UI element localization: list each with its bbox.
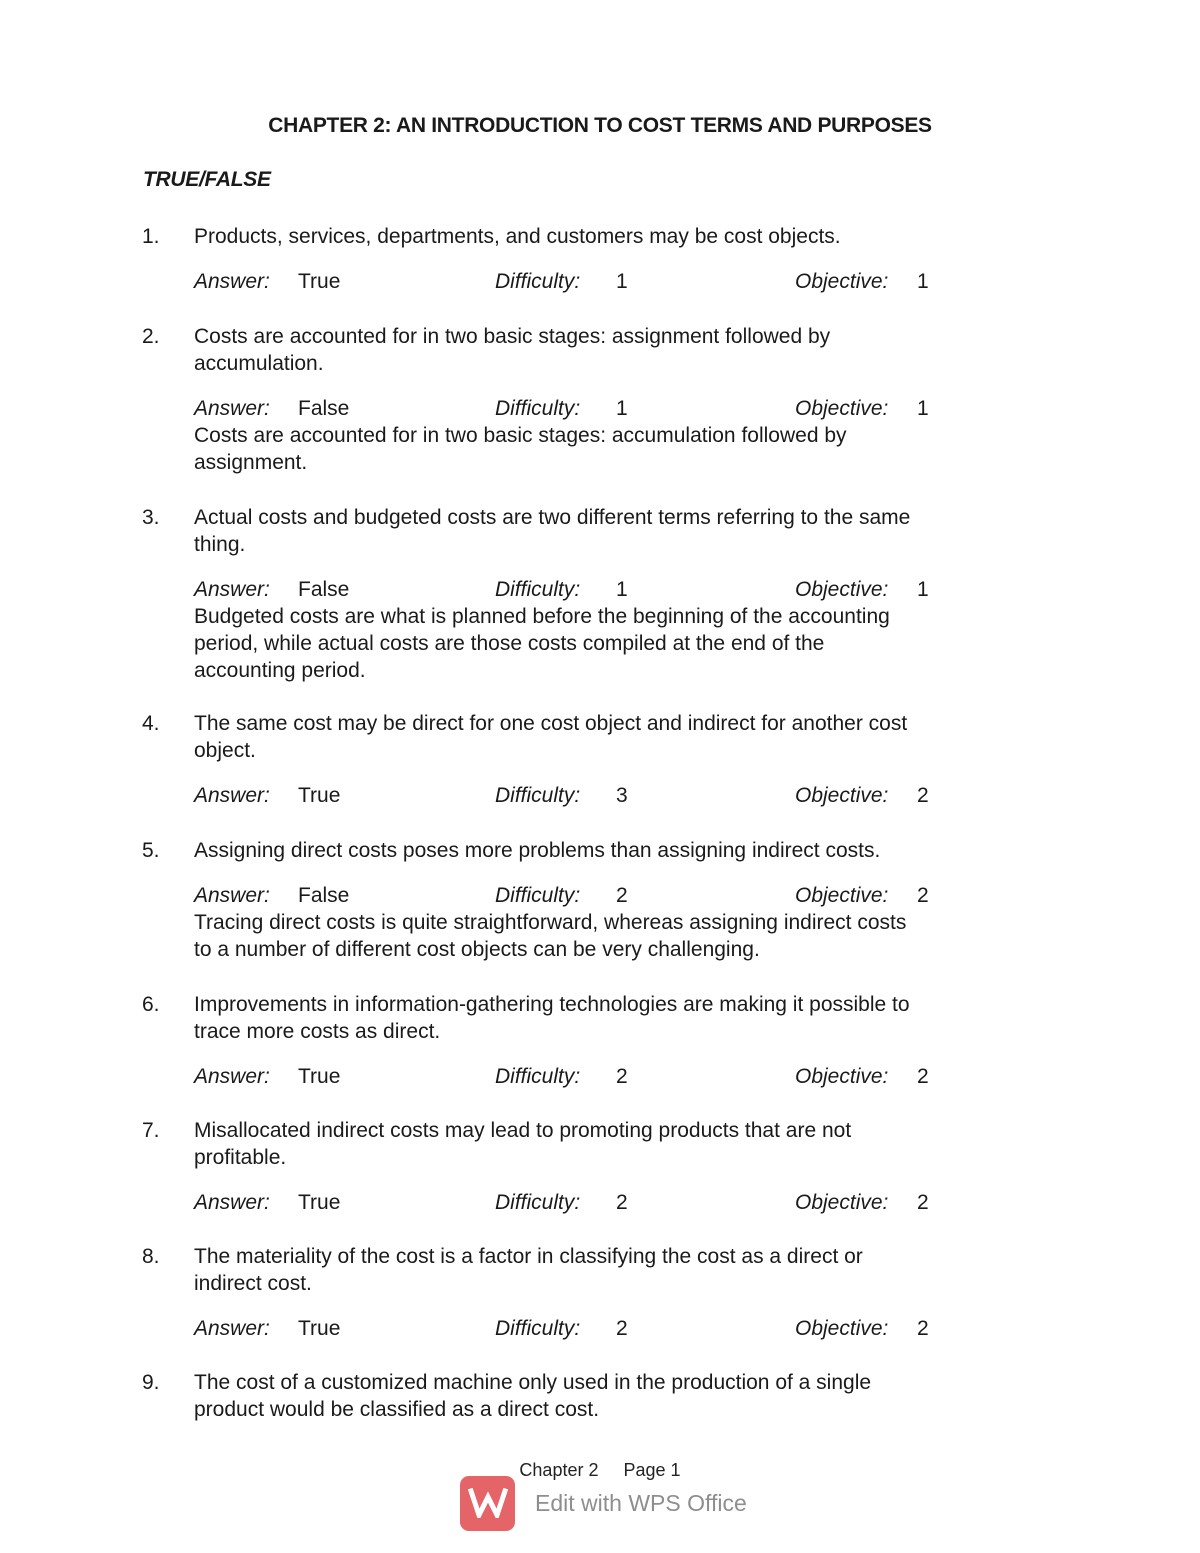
question-number: 6. [142,993,160,1016]
answer-explanation [194,422,1024,476]
explanation-line: accounting period. [194,659,366,682]
answer-label: Answer: [194,1065,270,1088]
difficulty-value: 2 [616,1191,628,1214]
answer-label: Answer: [194,884,270,907]
difficulty-label: Difficulty: [495,578,581,601]
difficulty-value: 2 [616,1065,628,1088]
explanation-line: Tracing direct costs is quite straightforward, whereas assigning indirect costs [194,911,907,934]
question-number: 2. [142,325,160,348]
question-number: 5. [142,839,160,862]
question-text-line: indirect cost. [194,1272,312,1295]
objective-value: 2 [917,1191,929,1214]
question-text [194,504,1024,558]
answer-block [194,268,1024,295]
question-text [194,323,1024,377]
objective-label: Objective: [795,1191,889,1214]
objective-label: Objective: [795,1317,889,1340]
question-text [194,837,1024,864]
answer-block [194,395,1024,476]
question-number: 8. [142,1245,160,1268]
answer-block [194,1063,1024,1090]
answer-block [194,1189,1024,1216]
objective-value: 1 [917,270,929,293]
answer-value: True [298,784,341,807]
question-number: 3. [142,506,160,529]
question-number: 1. [142,225,160,248]
answer-value: True [298,1065,341,1088]
answer-label: Answer: [194,784,270,807]
explanation-line: assignment. [194,451,308,474]
question-text-line: object. [194,739,256,762]
question-text-line: thing. [194,533,246,556]
question-text [194,1243,1024,1297]
difficulty-value: 1 [616,578,628,601]
question-text-line: profitable. [194,1146,287,1169]
wps-watermark[interactable] [460,1475,780,1531]
answer-label: Answer: [194,397,270,420]
objective-label: Objective: [795,270,889,293]
answer-row [194,1315,1024,1342]
objective-value: 2 [917,1317,929,1340]
question-text-line: Misallocated indirect costs may lead to promoting products that are not [194,1119,852,1142]
difficulty-value: 3 [616,784,628,807]
difficulty-label: Difficulty: [495,1191,581,1214]
question-text-line: Costs are accounted for in two basic stages: assignment followed by [194,325,831,348]
section-heading: TRUE/FALSE [143,168,271,191]
answer-block [194,1315,1024,1342]
wps-logo-icon [460,1476,515,1531]
answer-label: Answer: [194,1191,270,1214]
answer-value: True [298,270,341,293]
answer-block [194,576,1024,684]
answer-label: Answer: [194,1317,270,1340]
difficulty-value: 2 [616,884,628,907]
answer-value: False [298,884,350,907]
answer-explanation [194,909,1024,963]
answer-label: Answer: [194,270,270,293]
difficulty-label: Difficulty: [495,884,581,907]
answer-row [194,1063,1024,1090]
question-text [194,1117,1024,1171]
objective-label: Objective: [795,1065,889,1088]
objective-value: 2 [917,1065,929,1088]
objective-label: Objective: [795,397,889,420]
answer-value: True [298,1191,341,1214]
answer-value: False [298,578,350,601]
answer-row [194,395,1024,422]
objective-label: Objective: [795,884,889,907]
question-text-line: The cost of a customized machine only used in the production of a single [194,1371,872,1394]
answer-row [194,576,1024,603]
difficulty-label: Difficulty: [495,784,581,807]
objective-value: 1 [917,397,929,420]
answer-row [194,268,1024,295]
chapter-title: CHAPTER 2: AN INTRODUCTION TO COST TERMS AND PURPOSES [268,114,932,137]
objective-label: Objective: [795,578,889,601]
difficulty-value: 1 [616,397,628,420]
question-text [194,1369,1024,1423]
explanation-line: Costs are accounted for in two basic stages: accumulation followed by [194,424,847,447]
question-text-line: Assigning direct costs poses more problems than assigning indirect costs. [194,839,881,862]
wps-watermark-text: Edit with WPS Office [535,1489,747,1516]
question-text-line: Products, services, departments, and customers may be cost objects. [194,225,841,248]
explanation-line: to a number of different cost objects can be very challenging. [194,938,760,961]
question-text [194,223,1024,250]
question-text [194,710,1024,764]
difficulty-label: Difficulty: [495,270,581,293]
answer-row [194,782,1024,809]
question-text-line: Actual costs and budgeted costs are two different terms referring to the same [194,506,911,529]
objective-value: 1 [917,578,929,601]
explanation-line: period, while actual costs are those costs compiled at the end of the [194,632,825,655]
difficulty-value: 1 [616,270,628,293]
question-text-line: trace more costs as direct. [194,1020,441,1043]
question-text-line: accumulation. [194,352,324,375]
answer-value: True [298,1317,341,1340]
explanation-line: Budgeted costs are what is planned before the beginning of the accounting [194,605,890,628]
difficulty-label: Difficulty: [495,397,581,420]
objective-label: Objective: [795,784,889,807]
difficulty-label: Difficulty: [495,1065,581,1088]
question-number: 7. [142,1119,160,1142]
question-number: 4. [142,712,160,735]
objective-value: 2 [917,884,929,907]
answer-explanation [194,603,1024,684]
objective-value: 2 [917,784,929,807]
question-text-line: product would be classified as a direct cost. [194,1398,600,1421]
difficulty-value: 2 [616,1317,628,1340]
question-text-line: The materiality of the cost is a factor in classifying the cost as a direct or [194,1245,863,1268]
question-text-line: The same cost may be direct for one cost object and indirect for another cost [194,712,908,735]
answer-row [194,882,1024,909]
answer-block [194,882,1024,963]
answer-value: False [298,397,350,420]
question-text [194,991,1024,1045]
footer-chapter: Chapter 2 [519,1460,599,1480]
answer-label: Answer: [194,578,270,601]
question-text-line: Improvements in information-gathering technologies are making it possible to [194,993,910,1016]
answer-block [194,782,1024,809]
answer-row [194,1189,1024,1216]
question-number: 9. [142,1371,160,1394]
difficulty-label: Difficulty: [495,1317,581,1340]
footer-page: Page 1 [623,1460,681,1480]
